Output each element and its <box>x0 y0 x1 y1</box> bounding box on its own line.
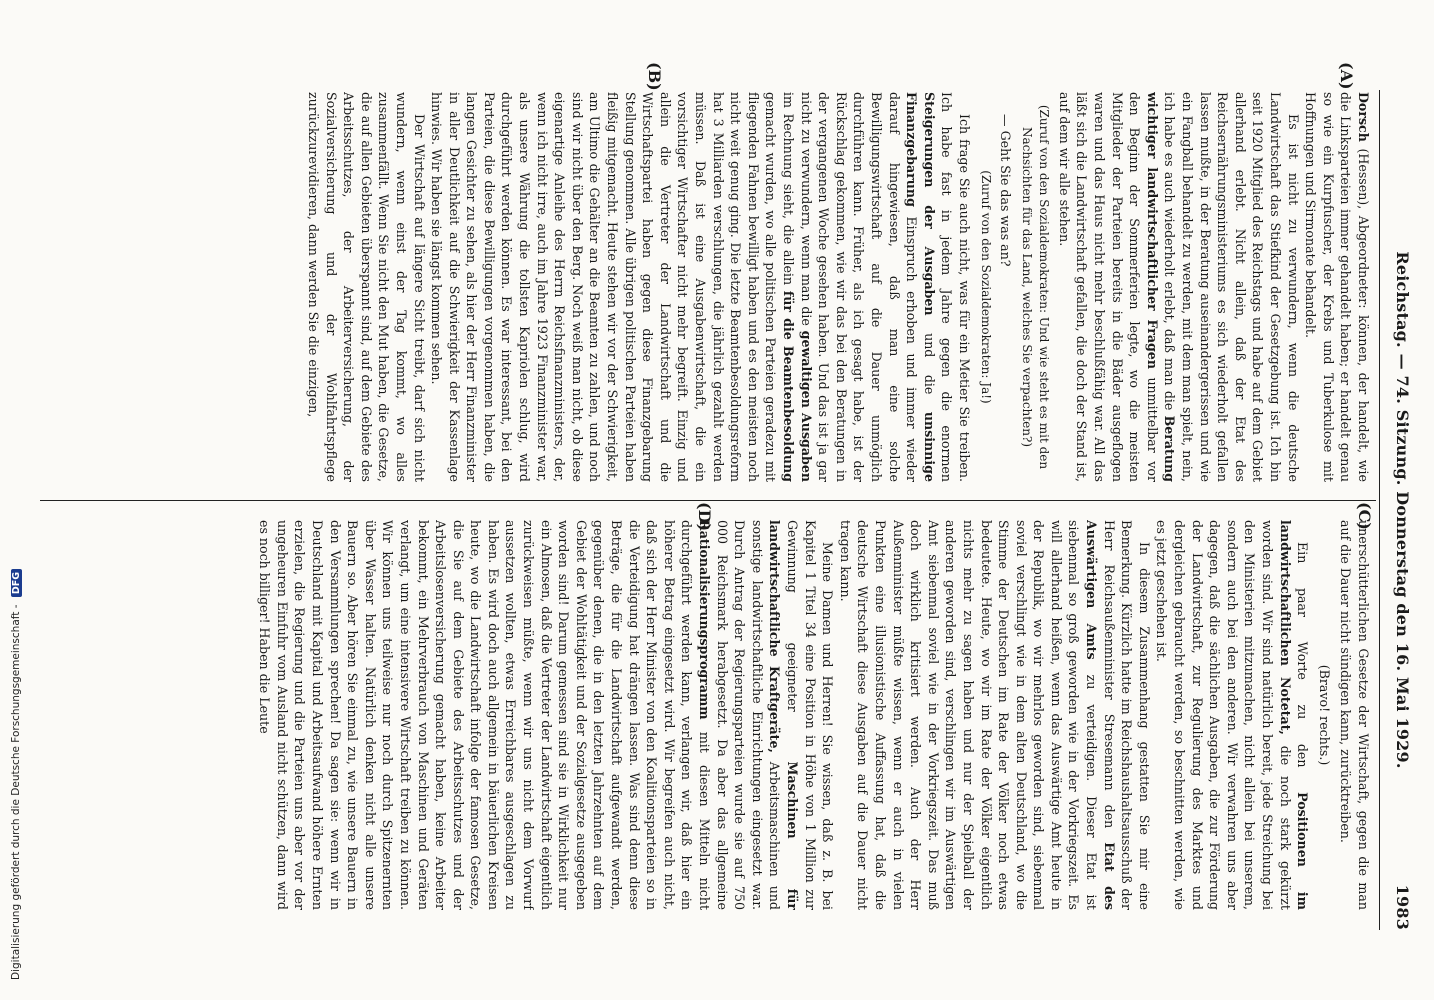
emphasis: Beratung wichtiger landwirtschaftlicher Fragen <box>1144 92 1178 482</box>
paragraph: unerschütterlichen Gesetze der Wirtschaft, gegen die man auf die Dauer nicht sündigen kann, zurücktreiben. <box>1338 520 1371 910</box>
text: die noch stark gekürzt worden sind. Wir sind natürlich bereit, jede Streichung bei den Ministerien mitzumachen, nicht allein bei unserem, sondern auch bei den anderen. Wir verwahren uns aber dagegen, daß die sächlichen Ausgaben, die zur Förderung der Landwirtschaft, zur Regulierung des Marktes und dergleichen gebraucht werden, so beschnitten werden, wie es jetzt geschehen ist. <box>1154 520 1293 910</box>
emphasis: unsinnige Finanzgebarung <box>904 92 937 482</box>
margin-mark-a: (A) <box>1337 62 1356 90</box>
paragraph <box>1153 520 1311 910</box>
margin-mark-b: (B) <box>645 62 664 91</box>
text: zu verteidigen. Dieser Etat ist siebenmal so groß geworden wie in der Vorkriegszeit. Es will allerhand heißen, wenn das Auswärtige Amt heute in der Republik, wo wir mehrlos geworden sind, siebenmal soviel verschlingt wie in dem alten Deutschland, wo die Stimme der Deutschen im Rate der Völker noch etwas bedeutete. Heute, wo wir im Rate der Völker eigentlich nichts mehr zu sagen haben und nur der Spielball der anderen geworden sind, verschlingen wir im Auswärtigen Amt siebenmal soviel wie in der Vorkriegszeit. Das muß doch wirklich kritisiert werden. Auch der Herr Außenminister müßte wissen, wenn er auch in vielen Punkten eine illusionistische Auffassung hat, daß die deutsche Wirtschaft diese Ausgaben auf die Dauer nicht tragen kann. <box>837 520 1100 910</box>
emphasis: Maschinen für landwirtschaftliche Kraftgeräte, <box>767 520 800 910</box>
applause-note: (Bravo! rechts.) <box>1316 664 1332 766</box>
text: Meine Damen und Herren! Sie wissen, daß z. B. bei Kapitel 1 Titel 34 eine Position in Höhe von 1 Million zur Gewinnung geeigneter <box>785 520 836 910</box>
emphasis: gewaltigen Ausgaben <box>798 330 814 482</box>
speaker-name: Dorsch <box>1356 92 1371 142</box>
emphasis: Steigerungen der Ausgaben <box>921 92 937 316</box>
text: mit diesen Mitteln nicht durchgeführt werden kann, verlangen wir, daß hier ein höherer Betrag eingesetzt wird. Wir begreifen auch nicht, daß sich der Herr Minister von den Koalitionsparteien so in die Verteidigung hat drängen lassen. Was sind denn diese Beträge, die für die Landwirtschaft aufgewandt werden, gegenüber denen, die in den letzten Jahrzehnten auf dem Gebiet der Wohltätigkeit und der Sozialgesetze ausgegeben worden sind! Darum gemessen sind sie in Wirklichkeit nur ein Almosen, daß die Vertreter der Landwirtschaft eigentlich zurückweisen müßte, wenn wir uns nicht dem Vorwurf aussetzen wollten, etwas Erreichbares ausgeschlagen zu haben. Es wird doch auch allgemein in bäuerlichen Kreisen heute, wo die Landwirtschaft infolge der famosen Gesetze, die Sie auf dem Gebiete des Arbeitsschutzes und der Arbeitslosenversicherung gemacht haben, keine Arbeiter bekommt, ein Mehrverbrauch von Maschinen und Geräten verlangt, um eine intensivere Wirtschaft treiben zu können. Wir können uns teilweise nur noch durch Spitzenernten über Wasser halten. Natürlich denken nicht alle unsere Bauern so. Aber hören Sie einmal zu, wie unsere Bauern in den Versammlungen sprechen! Da sagen sie: wenn wir in Deutschland mit Kapital und Arbeitsaufwand höhere Ernten erzielen, die Regierung und die Parteien uns aber vor der ungeheuren Einfuhr vom Ausland nicht schützen, dann wird es noch billiger! Haben die Leute <box>257 520 713 910</box>
paragraph <box>256 520 837 910</box>
text: unmittelbar vor den Beginn der Sommerferien legte, wo die meisten Mitglieder der Parteien bereits in die Bäder ausgeflogen waren und das Haus nicht mehr beschlußfähig war. All das läßt sich die Landwirtschaft gefallen, die doch der Stand ist, auf dem wir alle stehen. <box>1056 92 1160 482</box>
paragraph <box>428 92 973 482</box>
text: Es ist nicht zu verwundern, wenn die deutsche Landwirtschaft das Stiefkind der Gesetzgebung ist. Ich bin seit 1920 Mitglied des Reichstags und habe auf dem Gebiet allerhand erlebt. Nicht allein, daß der Etat des Reichsernährungsministeriums es sich wiederholt gefallen lassen mußte, in der Beratung auseinandergerissen und wie ein Fangball behandelt zu werden, mit dem man spielt, nein, ich habe es auch wiederholt erlebt, daß man die <box>1162 92 1301 482</box>
margin-mark-c: (C) <box>1355 502 1374 530</box>
paragraph: — Geht Sie das was an? <box>998 114 1014 267</box>
paragraph <box>1055 92 1301 482</box>
emphasis: Etat des Auswärtigen Amts <box>1084 520 1117 910</box>
text: Ein paar Worte zu den <box>1295 542 1311 768</box>
text: im Rechnung sieht, die allein <box>781 92 796 286</box>
dfg-logo-icon: DFG <box>11 569 22 597</box>
footer-text: Digitalisierung gefördert durch die Deutsche Forschungsgemeinschaft - <box>10 604 22 980</box>
header-rule <box>1379 90 1380 930</box>
right-column <box>32 520 1372 910</box>
emphasis: Rationalisierungsprogramm <box>697 520 713 720</box>
left-column <box>32 92 1372 482</box>
text: In diesem Zusammenhang gestatten Sie mir eine Bemerkung. Kürzlich hatte im Reichshaushaltsausschuß der Herr Reichsaußenminister Stresemann den <box>1101 520 1152 910</box>
text: können, der handelt, wie die Linksparteien immer gehandelt haben; er handelt genau so wie ein Kurpfuscher, der Krebs und Tuberkulose mit Hoffnungen und Sirmonate behandelt. <box>1303 92 1371 482</box>
digitization-footer <box>10 571 22 980</box>
page-number: 1983 <box>1393 884 1412 930</box>
speaker-note: (Hessen), Abgeordneter: <box>1356 148 1371 309</box>
paragraph <box>836 520 1153 910</box>
text: Arbeitsmaschinen und sonstige landwirtschaftliche Einrichtungen eingesetzt war. Durch Antrag der Regierungsparteien wurde sie auf 750 000 Reichsmark herabgesetzt. Da aber das allgemeine <box>714 520 783 910</box>
text: und die <box>921 333 937 395</box>
paragraph: Der Wirtschaft auf längere Sicht treibt, darf sich nicht wundern, wenn einst der Tag kommt, wo alles zusammenfällt. Wenn Sie nicht den Mut haben, die Gesetze, die auf allen Gebieten überspannt sind, auf dem Gebiete des Arbeitsschutzes, der Arbeiterversicherung, der Sozialversicherung und der Wohlfahrtspflege zurückzurevidieren, dann werden Sie die einzigen, <box>305 92 427 482</box>
text: Ich frage Sie auch nicht, was für ein Metier Sie treiben. Ich habe fast in jedem Jahre gegen die enormen <box>939 92 972 482</box>
text: Einspruch erhoben und immer wieder darauf hingewiesen, daß man eine solche Bewilligungswirtschaft auf die Dauer unmöglich durchführen kann. Früher, als ich gesagt habe, ist der Rückschlag gekommen, wie wir das bei den Beratungen in der vergangenen Woche gesehen haben. Und das ist ja gar nicht zu verwundern, wenn man die <box>798 92 920 482</box>
emphasis: für die Beamtenbesoldung <box>781 290 796 482</box>
header-title: Reichstag. — 74. Sitzung. Donnerstag den 16. Mai 1929. <box>1393 251 1412 769</box>
interjection: (Zuruf von den Sozialdemokraten: Und wie steht es mit den Nachsichten für das Land, welches Sie verpachten?) <box>1019 104 1052 470</box>
running-header <box>1382 90 1412 930</box>
margin-mark-d: (D) <box>695 502 714 532</box>
interjection: (Zuruf von den Sozialdemokraten: Ja!) <box>978 170 993 404</box>
emphasis: Positionen im landwirtschaftlichen Notetat, <box>1277 520 1311 910</box>
column-divider <box>40 500 1376 501</box>
text: gemacht wurden, wo alle politischen Parteien geradezu mit fliegenden Fahnen bewilligt haben und es den meisten noch nicht weit genug ging. Die letzte Beamtenbesoldungsreform hat 3 Milliarden verschlungen, die jährlich gezahlt werden müssen. Daß ist eine Ausgabenwirtschaft, die ein vorsichtiger Wirtschafter nicht mehr begreift. Einzig und allein die Vertreter der Landwirtschaft und die Wirtschaftspartei haben gegen diese Finanzgebarung Stellung genommen. Alle übrigen politischen Parteien haben fleißig mitgemacht. Heute stehen wir vor der Schwierigkeit, am Ultimo die Gehälter an die Beamten zu zahlen, und noch sind wir nicht über den Berg. Noch weiß man nicht, ob diese eigenartige Anleihe des Herrn Reichsfinanzministers, der, wenn ich nicht irre, auch im Jahre 1923 Finanzminister war, als unsere Währung die tollsten Kapriolen schlug, wird durchgeführt werden können. Es war interessant, bei den Parteien, die diese Bewilligungen vorgenommen haben, die langen Gesichter zu sehen, als hier der Herr Finanzminister in aller Deutlichkeit auf die Schwierigkeit der Kassenlage hinwies. Wir haben sie längst kommen sehen. <box>429 92 779 482</box>
paragraph <box>1302 92 1372 482</box>
